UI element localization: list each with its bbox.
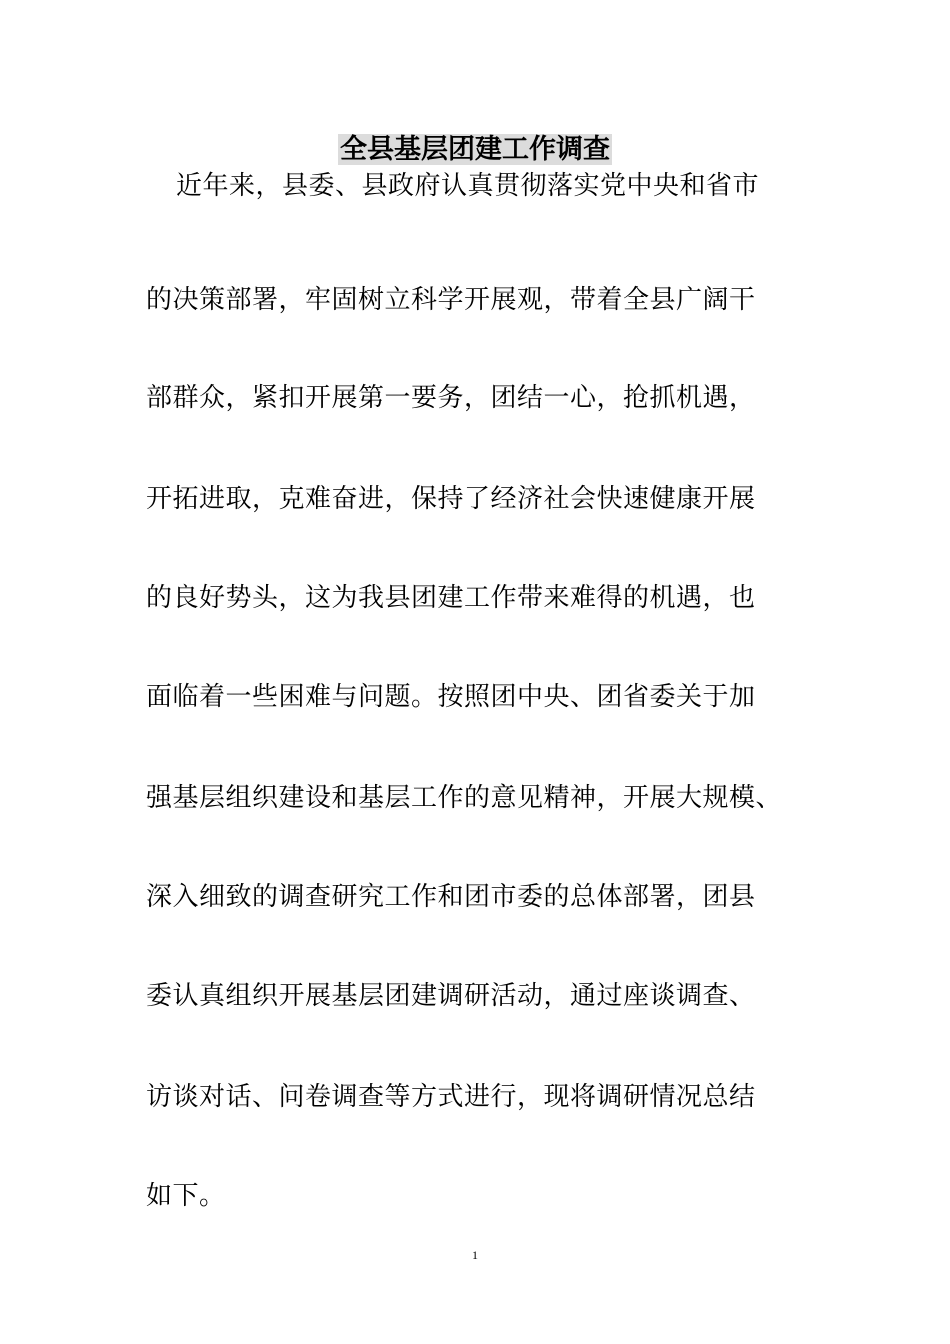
paragraph-line-3: 部群众，紧扣开展第一要务，团结一心，抢抓机遇， — [146, 383, 756, 413]
page-number: 1 — [472, 1248, 478, 1262]
paragraph-line-4: 开拓进取，克难奋进，保持了经济社会快速健康开展 — [146, 484, 756, 514]
document-title — [0, 130, 950, 170]
paragraph-line-6: 面临着一些困难与问题。按照团中央、团省委关于加 — [146, 682, 756, 712]
paragraph-line-10: 访谈对话、问卷调查等方式进行，现将调研情况总结 — [146, 1082, 756, 1112]
paragraph-line-11: 如下。 — [146, 1181, 226, 1211]
paragraph-line-5: 的良好势头，这为我县团建工作带来难得的机遇，也 — [146, 583, 756, 613]
title-text: 全县基层团建工作调查 — [340, 134, 610, 165]
paragraph-line-8: 深入细致的调查研究工作和团市委的总体部署，团县 — [146, 882, 756, 912]
paragraph-line-2: 的决策部署，牢固树立科学开展观，带着全县广阔干 — [146, 285, 756, 315]
paragraph-line-9: 委认真组织开展基层团建调研活动，通过座谈调查、 — [146, 981, 756, 1011]
paragraph-line-7: 强基层组织建设和基层工作的意见精神，开展大规模、 — [146, 783, 783, 813]
paragraph-line-1: 近年来，县委、县政府认真贯彻落实党中央和省市 — [176, 171, 760, 201]
